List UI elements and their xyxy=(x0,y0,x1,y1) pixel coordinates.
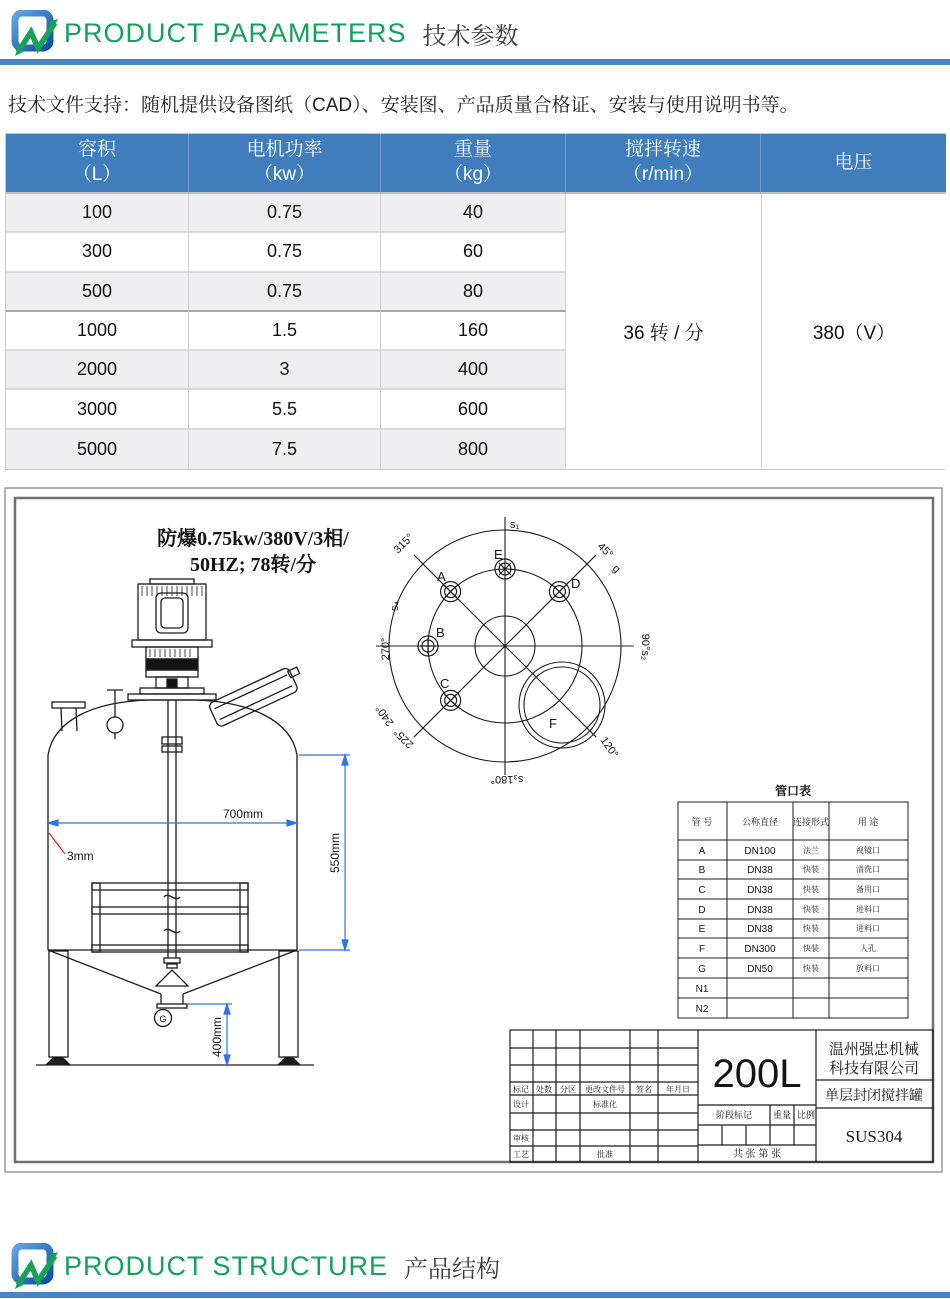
svg-text:50HZ; 78转/分: 50HZ; 78转/分 xyxy=(189,554,317,576)
dim-height-label: 550mm xyxy=(328,832,342,874)
table-cell: 40 xyxy=(381,194,566,233)
table-cell: 800 xyxy=(381,430,566,469)
svg-text:签名: 签名 xyxy=(636,1085,652,1094)
svg-text:DN38: DN38 xyxy=(747,905,773,916)
svg-text:N2: N2 xyxy=(695,1004,709,1015)
merged-cell-speed: 36 转 / 分 xyxy=(566,194,761,469)
svg-text:240°: 240° xyxy=(373,702,397,729)
svg-text:315°: 315° xyxy=(391,531,417,557)
svg-text:重量: 重量 xyxy=(772,1110,792,1120)
svg-text:年月日: 年月日 xyxy=(666,1085,690,1094)
table-cell: 7.5 xyxy=(189,430,381,469)
svg-text:比例: 比例 xyxy=(796,1110,816,1120)
section-title-zh: 产品结构 xyxy=(404,1255,501,1283)
table-cell: 0.75 xyxy=(189,194,381,233)
svg-text:进料口: 进料口 xyxy=(856,905,880,914)
section-divider-rule xyxy=(0,1292,950,1298)
cad-drawing-canvas xyxy=(0,487,950,1187)
svg-text:标记: 标记 xyxy=(513,1085,529,1094)
table-cell: 5.5 xyxy=(189,390,381,429)
svg-text:清洗口: 清洗口 xyxy=(856,865,880,874)
svg-text:标准化: 标准化 xyxy=(593,1100,617,1109)
structure-section-header xyxy=(0,1241,950,1293)
col-header-weight: 重量 （kg） xyxy=(381,134,566,194)
svg-text:s₄: s₄ xyxy=(389,601,401,611)
col-header-volume: 容积 （L） xyxy=(6,134,189,194)
svg-text:s₁: s₁ xyxy=(510,519,520,531)
svg-text:N1: N1 xyxy=(695,984,709,995)
svg-text:快装: 快装 xyxy=(803,944,819,953)
svg-text:A: A xyxy=(437,569,446,584)
company-name-line2: 科技有限公司 xyxy=(828,1061,920,1077)
svg-text:C: C xyxy=(698,885,706,896)
svg-text:分区: 分区 xyxy=(560,1085,576,1094)
svg-text:120°: 120° xyxy=(597,734,621,761)
table-cell: 400 xyxy=(381,351,566,390)
svg-text:工艺: 工艺 xyxy=(513,1150,529,1159)
col-header-power: 电机功率 （kw） xyxy=(189,134,381,194)
table-cell: 500 xyxy=(6,273,189,312)
svg-text:270°: 270° xyxy=(380,637,392,661)
svg-text:E: E xyxy=(698,924,706,935)
table-cell: 80 xyxy=(381,273,566,312)
svg-text:共 张 第 张: 共 张 第 张 xyxy=(732,1149,782,1160)
svg-text:阶段标记: 阶段标记 xyxy=(715,1110,753,1120)
svg-text:用 途: 用 途 xyxy=(857,817,879,827)
table-cell: 3000 xyxy=(6,390,189,429)
svg-text:快装: 快装 xyxy=(803,865,819,874)
company-name-line1: 温州强忠机械 xyxy=(828,1042,920,1058)
engineering-drawing xyxy=(0,487,950,1187)
parameters-section-header xyxy=(0,8,950,60)
svg-text:DN50: DN50 xyxy=(747,964,773,975)
section-title-en: PRODUCT STRUCTURE xyxy=(64,1250,389,1281)
table-cell: 2000 xyxy=(6,351,189,390)
table-cell: 1000 xyxy=(6,312,189,351)
svg-text:C: C xyxy=(440,676,450,691)
svg-text:F: F xyxy=(698,944,706,955)
svg-text:90°s₂: 90°s₂ xyxy=(639,633,651,661)
svg-text:快装: 快装 xyxy=(803,924,819,933)
svg-text:DN300: DN300 xyxy=(744,944,776,955)
table-cell: 1.5 xyxy=(189,312,381,351)
svg-text:B: B xyxy=(436,625,445,640)
svg-text:批准: 批准 xyxy=(597,1150,613,1159)
table-cell: 0.75 xyxy=(189,233,381,272)
svg-text:放料口: 放料口 xyxy=(856,964,880,973)
table-cell: 160 xyxy=(381,312,566,351)
outlet-port-label: G xyxy=(159,1014,167,1024)
table-cell: 0.75 xyxy=(189,273,381,312)
drawing-volume: 200L xyxy=(712,1052,802,1096)
svg-text:处数: 处数 xyxy=(536,1085,552,1094)
svg-text:视镜口: 视镜口 xyxy=(856,846,880,855)
table-cell: 600 xyxy=(381,390,566,429)
tank-top-view xyxy=(373,517,634,775)
dim-wall-label: 3mm xyxy=(67,849,94,863)
svg-text:公称直径: 公称直径 xyxy=(741,817,779,827)
section-divider-rule xyxy=(0,59,950,65)
svg-text:45°: 45° xyxy=(594,540,616,561)
dim-leg-label: 400mm xyxy=(210,1016,224,1058)
svg-text:F: F xyxy=(549,716,557,731)
svg-text:审核: 审核 xyxy=(513,1134,529,1143)
svg-text:s₃180°: s₃180° xyxy=(490,773,524,785)
table-cell: 300 xyxy=(6,233,189,272)
svg-text:DN38: DN38 xyxy=(747,865,773,876)
svg-text:快装: 快装 xyxy=(803,885,819,894)
table-cell: 3 xyxy=(189,351,381,390)
svg-text:备用口: 备用口 xyxy=(856,885,880,894)
section-title-en: PRODUCT PARAMETERS xyxy=(64,17,407,48)
col-header-voltage: 电压 xyxy=(761,134,946,194)
spec-table xyxy=(5,133,945,470)
merged-cell-voltage: 380（V） xyxy=(761,194,946,469)
svg-text:DN38: DN38 xyxy=(747,885,773,896)
svg-text:B: B xyxy=(698,865,706,876)
section-title-zh: 技术参数 xyxy=(422,22,519,50)
table-cell: 5000 xyxy=(6,430,189,469)
tech-support-note: 技术文件支持：随机提供设备图纸（CAD）、安装图、产品质量合格证、安装与使用说明书等。 xyxy=(8,95,799,116)
table-cell: 60 xyxy=(381,233,566,272)
svg-text:DN38: DN38 xyxy=(747,924,773,935)
col-header-speed: 搅拌转速 （r/min） xyxy=(566,134,761,194)
svg-text:A: A xyxy=(698,846,706,857)
table-cell: 100 xyxy=(6,194,189,233)
svg-text:D: D xyxy=(571,576,581,591)
svg-text:E: E xyxy=(494,547,503,562)
product-name: 单层封闭搅拌罐 xyxy=(825,1089,923,1104)
svg-text:人孔: 人孔 xyxy=(860,944,876,953)
svg-text:g: g xyxy=(609,562,623,576)
brand-logo-icon xyxy=(10,1243,60,1291)
svg-text:设计: 设计 xyxy=(513,1100,529,1109)
dim-width-label: 700mm xyxy=(222,807,264,821)
svg-text:快装: 快装 xyxy=(803,905,819,914)
port-table-title: 管口表 xyxy=(774,784,812,798)
svg-text:管 号: 管 号 xyxy=(691,817,713,827)
svg-text:更改文件号: 更改文件号 xyxy=(585,1085,625,1094)
svg-text:D: D xyxy=(698,905,706,916)
svg-text:快装: 快装 xyxy=(803,964,819,973)
svg-text:防爆0.75kw/380V/3相/: 防爆0.75kw/380V/3相/ xyxy=(157,528,349,550)
svg-text:进料口: 进料口 xyxy=(856,924,880,933)
brand-logo-icon xyxy=(10,10,60,58)
svg-text:法兰: 法兰 xyxy=(803,846,819,855)
material-label: SUS304 xyxy=(845,1127,903,1146)
svg-text:连接形式: 连接形式 xyxy=(792,817,830,827)
svg-text:DN100: DN100 xyxy=(744,846,776,857)
svg-text:225°: 225° xyxy=(391,725,417,751)
svg-text:G: G xyxy=(698,964,706,975)
